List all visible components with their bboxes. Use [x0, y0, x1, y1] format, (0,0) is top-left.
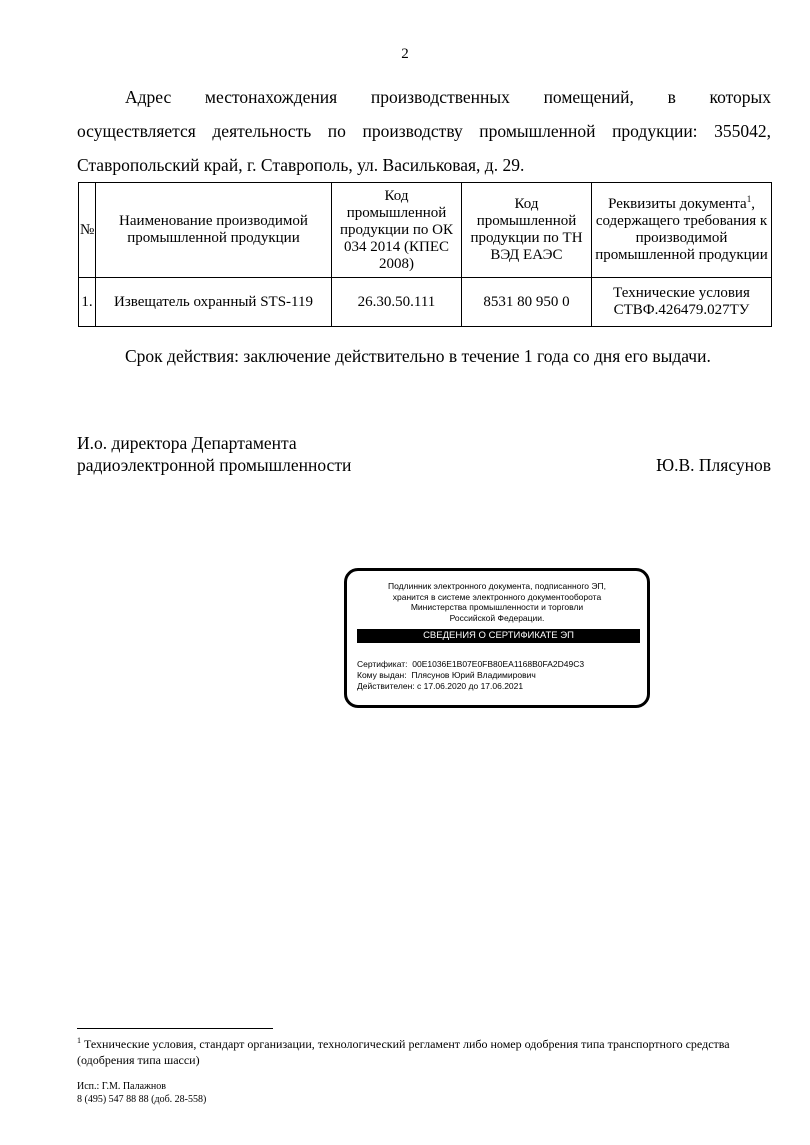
table-row — [79, 278, 772, 327]
certificate-label: Сертификат: — [357, 659, 408, 669]
cell-tnved: 8531 80 950 0 — [462, 278, 592, 327]
certificate-row — [357, 659, 584, 670]
stamp-notice-line: хранится в системе электронного документооборота — [392, 591, 602, 602]
header-docs-tail: , содержащего требования к производимой промышленной продукции — [595, 196, 768, 263]
footnote — [77, 1036, 771, 1068]
issued-label: Кому выдан: — [357, 670, 407, 680]
page-number: 2 — [401, 46, 409, 62]
executor-info — [77, 1080, 206, 1106]
footnote-text: Технические условия, стандарт организации, технологический регламент либо номер одобрения типа транспортного средства (одобрения типа шасси) — [77, 1037, 730, 1067]
stamp-notice-line: Министерства промышленности и торговли — [410, 602, 584, 612]
header-tnved: Код промышленной продукции по ТН ВЭД ЕАЭС — [462, 183, 592, 278]
address-word: в — [667, 87, 676, 107]
header-okpd: Код промышленной продукции по ОК 034 2014 (КПЕС 2008) — [332, 183, 462, 278]
e-signature-stamp — [344, 568, 650, 708]
cell-docs: Технические условия СТВФ.426479.027ТУ — [592, 278, 772, 327]
cell-num: 1. — [79, 278, 96, 327]
executor-name: Исп.: Г.М. Палажнов — [77, 1081, 166, 1092]
address-word: помещений, — [543, 87, 634, 107]
issued-row — [357, 670, 584, 681]
issued-value: Плясунов Юрий Владимирович — [411, 670, 536, 680]
products-table — [78, 182, 772, 327]
stamp-details — [357, 659, 584, 692]
stamp-notice-line: Подлинник электронного документа, подписанного ЭП, — [388, 581, 606, 591]
valid-label: Действителен: — [357, 681, 415, 691]
address-word: производственных — [370, 87, 510, 107]
stamp-title-bar: СВЕДЕНИЯ О СЕРТИФИКАТЕ ЭП — [357, 629, 640, 643]
header-num: № — [79, 183, 96, 278]
footnote-ref: 1 — [746, 194, 752, 204]
footnote-marker: 1 — [77, 1036, 81, 1045]
header-name: Наименование производимой промышленной продукции — [96, 183, 332, 278]
address-line-2: осуществляется деятельность по производству промышленной продукции: 355042, — [77, 121, 771, 141]
address-line-3: Ставропольский край, г. Ставрополь, ул. Васильковая, д. 29. — [77, 155, 525, 175]
valid-row — [357, 681, 584, 692]
footnote-divider — [77, 1028, 273, 1029]
stamp-notice — [347, 581, 647, 623]
certificate-value: 00E1036E1B07E0FB80EA1168B0FA2D49C3 — [412, 659, 585, 669]
executor-phone: 8 (495) 547 88 88 (доб. 28-558) — [77, 1094, 207, 1105]
stamp-notice-line: Российской Федерации. — [449, 612, 545, 623]
signatory-title-line-2: радиоэлектронной промышленности — [77, 455, 352, 475]
header-docs-text: Реквизиты документа — [608, 196, 747, 212]
address-word: местонахождения — [204, 87, 338, 107]
header-docs — [592, 183, 772, 278]
cell-name: Извещатель охранный STS-119 — [96, 278, 332, 327]
address-line-1 — [77, 80, 771, 114]
cell-okpd: 26.30.50.111 — [332, 278, 462, 327]
signatory-name: Ю.В. Плясунов — [656, 455, 771, 475]
address-word: которых — [709, 87, 772, 107]
address-word: Адрес — [125, 87, 172, 107]
signatory-title-line-1: И.о. директора Департамента — [77, 433, 297, 453]
valid-value: с 17.06.2020 до 17.06.2021 — [417, 681, 524, 691]
validity-text: Срок действия: заключение действительно в течение 1 года со дня его выдачи. — [125, 346, 711, 366]
table-header-row — [79, 183, 772, 278]
